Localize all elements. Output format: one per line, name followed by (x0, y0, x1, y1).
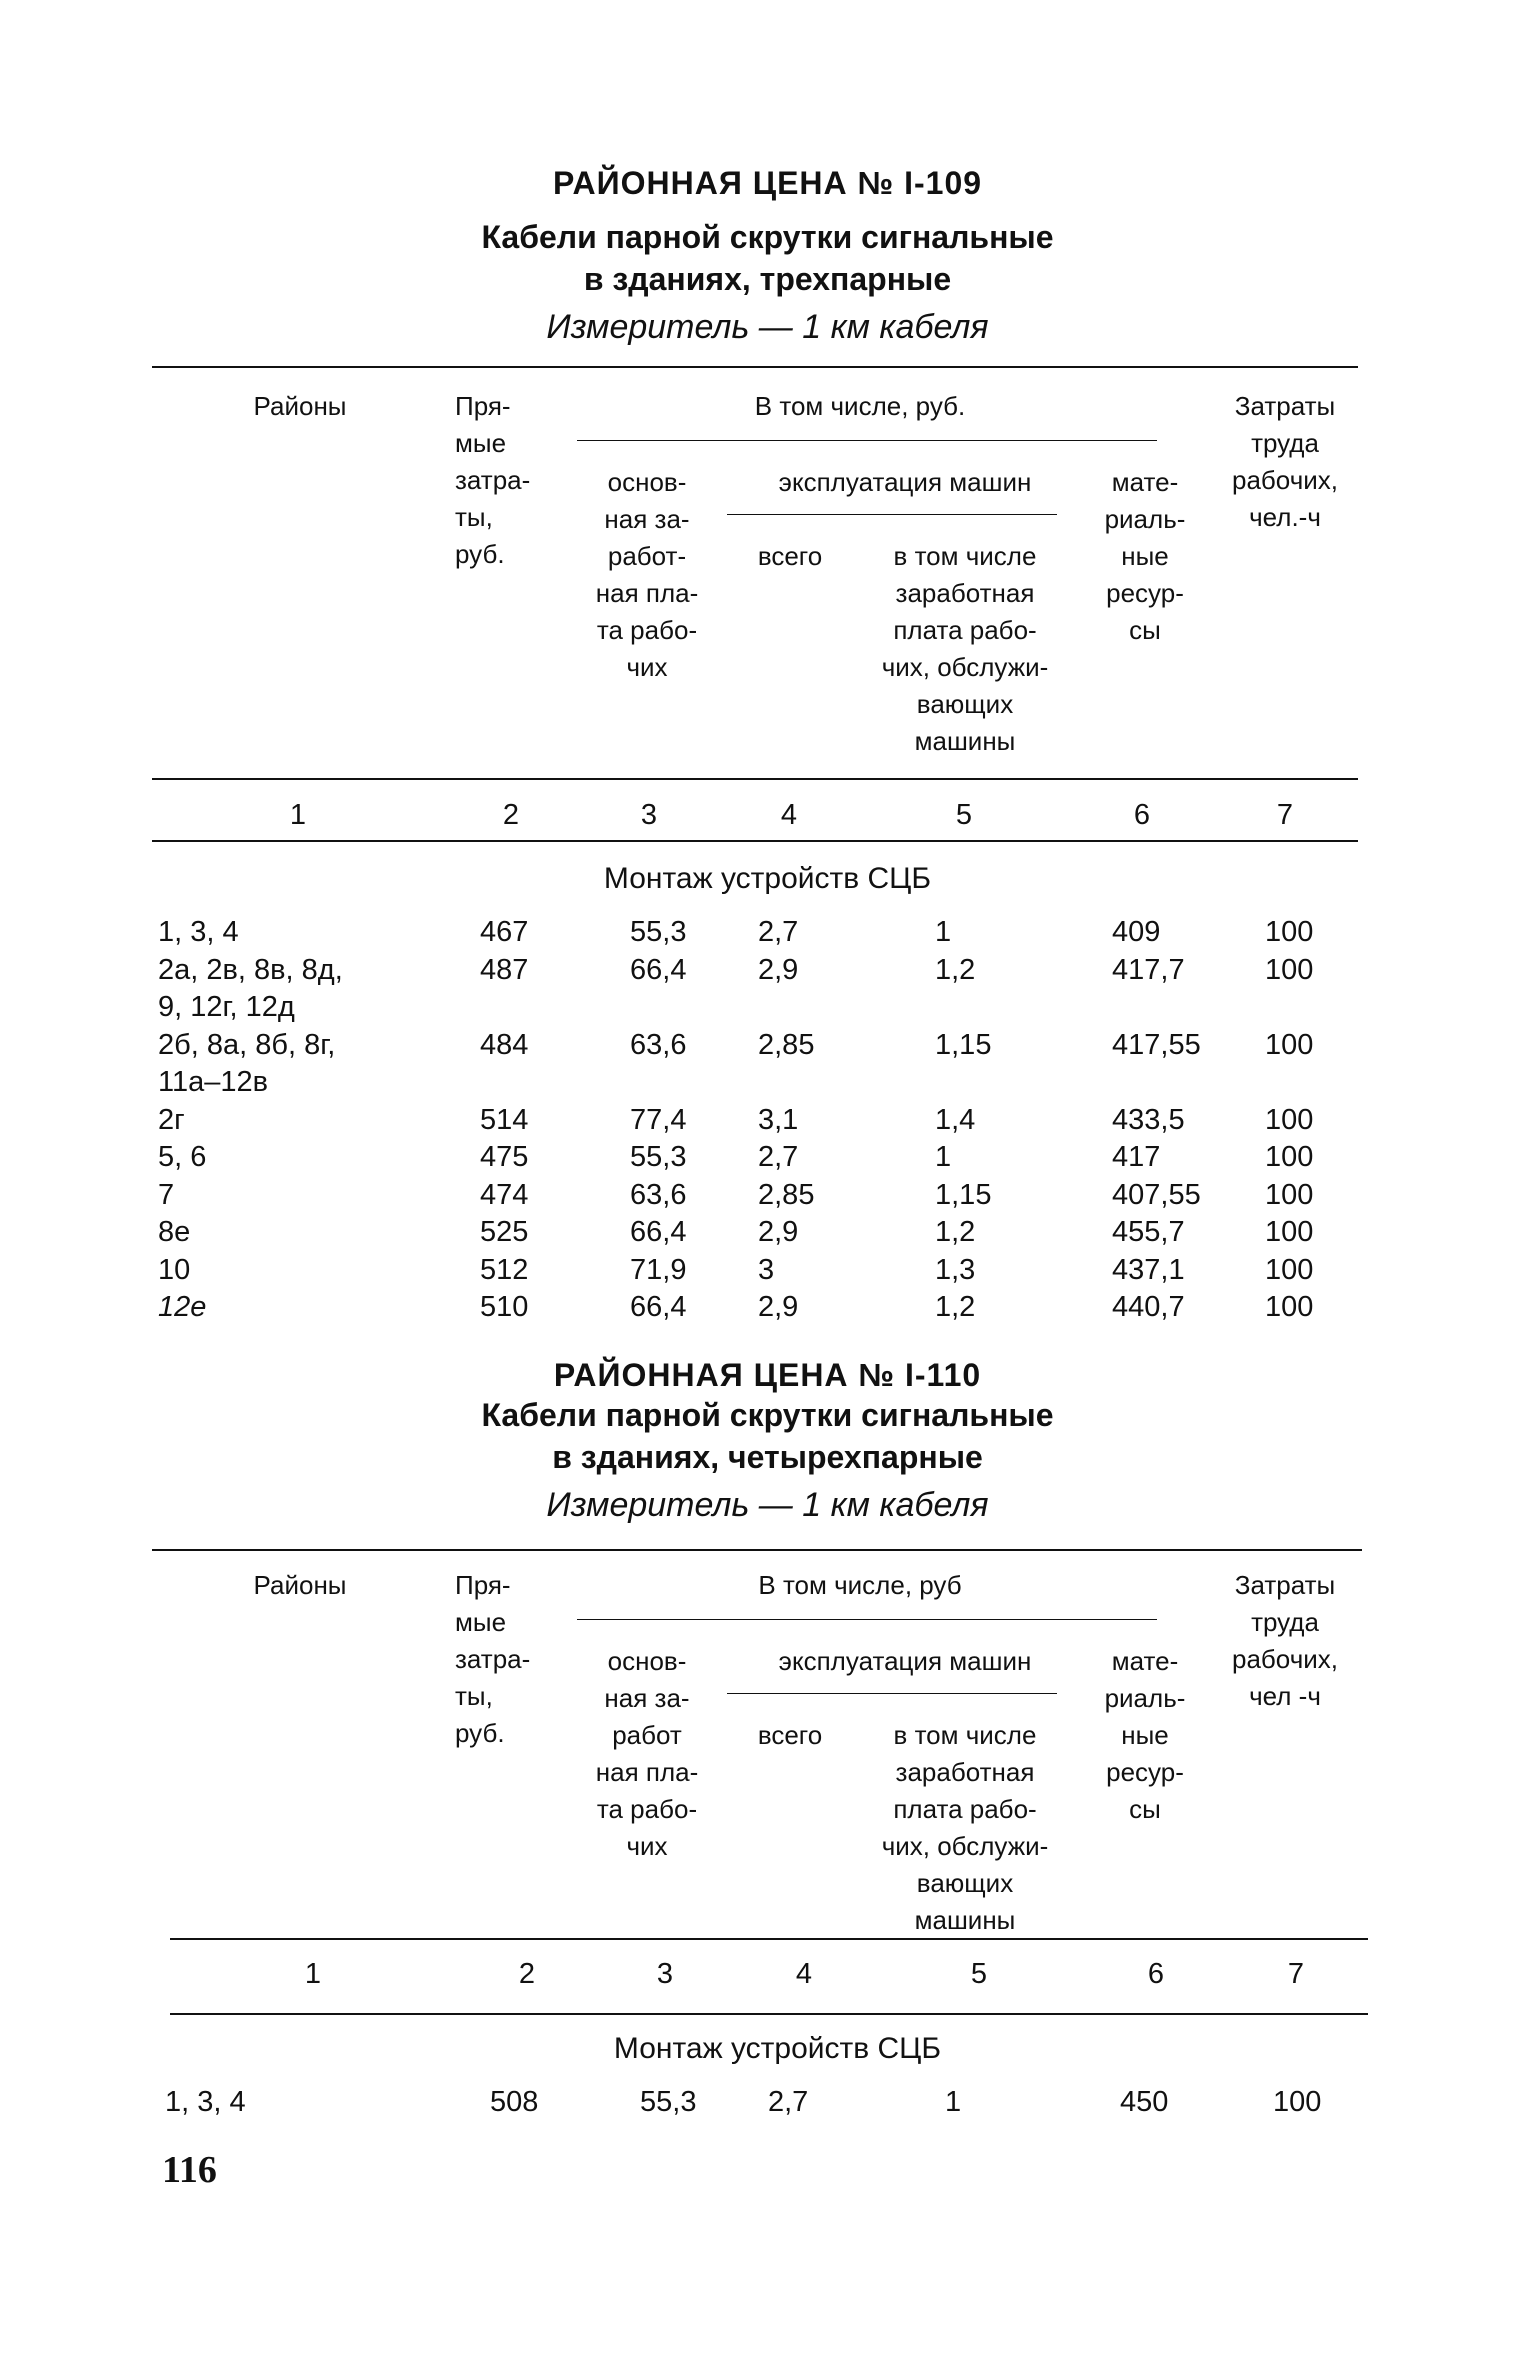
region-cell: 2г (158, 1103, 185, 1136)
labor-cell: 100 (1265, 1216, 1314, 1248)
materials-cell: 455,7 (1112, 1216, 1185, 1248)
direct-costs-cell: 484 (480, 1028, 529, 1061)
column-numbers-rule (152, 840, 1358, 842)
machines-total-cell: 2,9 (758, 1291, 799, 1323)
machine-wage-cell: 1,2 (935, 1216, 976, 1248)
col-number: 4 (795, 1958, 813, 1990)
materials-cell: 407,55 (1112, 1178, 1201, 1211)
base-wage-cell: 55,3 (640, 2086, 697, 2118)
header-direct-costs: Пря- мые затра- ты, руб. (455, 1570, 531, 1748)
materials-cell: 417 (1112, 1141, 1161, 1173)
materials-cell: 417,55 (1112, 1028, 1201, 1061)
machines-total-cell: 2,85 (758, 1028, 815, 1061)
section-heading: Монтаж устройств СЦБ (613, 2032, 942, 2065)
region-cell: 12е (158, 1291, 207, 1323)
table-top-rule (152, 1549, 1362, 1551)
price-code-heading: РАЙОННАЯ ЦЕНА № I-109 (552, 165, 983, 201)
header-regions: Районы (253, 391, 347, 421)
direct-costs-cell: 512 (480, 1253, 529, 1286)
region-cell: 1, 3, 4 (158, 916, 239, 948)
base-wage-cell: 66,4 (630, 1216, 687, 1248)
labor-cell: 100 (1265, 916, 1314, 948)
col-number: 3 (640, 799, 658, 831)
materials-cell: 433,5 (1112, 1103, 1185, 1136)
base-wage-cell: 63,6 (630, 1028, 687, 1061)
price-code-heading: РАЙОННАЯ ЦЕНА № I-110 (553, 1357, 982, 1393)
direct-costs-cell: 487 (480, 953, 529, 986)
machine-wage-cell: 1,3 (935, 1253, 976, 1286)
labor-cell: 100 (1265, 1103, 1314, 1136)
direct-costs-cell: 475 (480, 1141, 529, 1173)
header-machine-operation: эксплуатация машин (778, 467, 1032, 497)
labor-cell: 100 (1265, 1253, 1314, 1286)
base-wage-cell: 71,9 (630, 1253, 687, 1286)
labor-cell: 100 (1265, 1141, 1314, 1173)
direct-costs-cell: 508 (490, 2086, 539, 2118)
col-number: 3 (656, 1958, 674, 1990)
header-base-wage: основ- ная за- работ- ная пла- та рабо- чих (595, 467, 699, 682)
region-cell: 2а, 2в, 8в, 8д, 9, 12г, 12д (158, 953, 343, 1023)
col-number: 6 (1133, 799, 1151, 831)
col-number: 1 (304, 1958, 322, 1990)
table-title-line2: в зданиях, трехпарные (583, 261, 952, 297)
table-top-rule (152, 366, 1358, 368)
machine-wage-cell: 1 (935, 916, 952, 948)
materials-cell: 450 (1120, 2086, 1169, 2118)
machine-wage-cell: 1 (945, 2086, 962, 2118)
col-number: 4 (780, 799, 798, 831)
header-rule (727, 514, 1057, 515)
base-wage-cell: 66,4 (630, 1291, 687, 1323)
direct-costs-cell: 514 (480, 1103, 529, 1136)
machines-total-cell: 2,9 (758, 1216, 799, 1248)
machine-wage-cell: 1,15 (935, 1028, 992, 1061)
labor-cell: 100 (1265, 953, 1314, 986)
machines-total-cell: 3,1 (758, 1103, 799, 1136)
labor-cell: 100 (1273, 2086, 1322, 2118)
header-machine-operation: эксплуатация машин (778, 1646, 1032, 1676)
col-number: 6 (1147, 1958, 1165, 1990)
table-title-line2: в зданиях, четырехпарные (552, 1439, 983, 1475)
table-title-line1: Кабели парной скрутки сигнальные (481, 1397, 1054, 1433)
machines-total-cell: 2,9 (758, 953, 799, 986)
header-including: В том числе, руб (758, 1570, 962, 1600)
header-direct-costs: Пря- мые затра- ты, руб. (455, 391, 531, 569)
col-number: 1 (289, 799, 307, 831)
direct-costs-cell: 525 (480, 1216, 529, 1248)
header-rule (577, 440, 1157, 441)
machines-total-cell: 2,7 (758, 916, 799, 948)
table-title-line1: Кабели парной скрутки сигнальные (481, 219, 1054, 255)
machines-total-cell: 2,7 (758, 1141, 799, 1173)
header-machine-wage: в том числе заработная плата рабо- чих, обслужи- вающих машины (881, 1720, 1049, 1935)
header-labor: Затраты труда рабочих, чел -ч (1232, 1570, 1338, 1711)
materials-cell: 417,7 (1112, 953, 1185, 986)
region-cell: 5, 6 (158, 1141, 207, 1173)
materials-cell: 440,7 (1112, 1291, 1185, 1323)
base-wage-cell: 55,3 (630, 1141, 687, 1173)
col-number: 5 (970, 1958, 988, 1990)
header-bottom-rule (152, 778, 1358, 780)
direct-costs-cell: 467 (480, 916, 529, 948)
header-bottom-rule (170, 1938, 1368, 1940)
machine-wage-cell: 1,4 (935, 1103, 976, 1136)
machine-wage-cell: 1,2 (935, 1291, 976, 1323)
region-cell: 2б, 8а, 8б, 8г, 11а–12в (158, 1028, 336, 1098)
col-number: 7 (1276, 799, 1294, 831)
header-rule (727, 1693, 1057, 1694)
region-cell: 1, 3, 4 (165, 2086, 246, 2118)
machines-total-cell: 2,85 (758, 1178, 815, 1211)
col-number: 2 (518, 1958, 536, 1990)
measure-unit: Измеритель — 1 км кабеля (546, 1486, 989, 1524)
machine-wage-cell: 1,2 (935, 953, 976, 986)
base-wage-cell: 63,6 (630, 1178, 687, 1211)
header-materials: мате- риаль- ные ресур- сы (1104, 467, 1186, 645)
region-cell: 8е (158, 1216, 191, 1248)
machines-total-cell: 3 (758, 1253, 775, 1286)
section-heading: Монтаж устройств СЦБ (603, 862, 932, 895)
direct-costs-cell: 510 (480, 1291, 529, 1323)
header-base-wage: основ- ная за- работ ная пла- та рабо- чих (595, 1646, 699, 1861)
header-total: всего (757, 541, 823, 571)
col-number: 2 (502, 799, 520, 831)
measure-unit: Измеритель — 1 км кабеля (546, 308, 989, 346)
direct-costs-cell: 474 (480, 1178, 529, 1211)
base-wage-cell: 55,3 (630, 916, 687, 948)
materials-cell: 437,1 (1112, 1253, 1185, 1286)
header-labor: Затраты труда рабочих, чел.-ч (1232, 391, 1338, 532)
labor-cell: 100 (1265, 1028, 1314, 1061)
column-numbers-rule (170, 2013, 1368, 2015)
machines-total-cell: 2,7 (768, 2086, 809, 2118)
machine-wage-cell: 1,15 (935, 1178, 992, 1211)
region-cell: 10 (158, 1253, 191, 1286)
materials-cell: 409 (1112, 916, 1161, 948)
header-rule (577, 1619, 1157, 1620)
col-number: 7 (1287, 1958, 1305, 1990)
header-including: В том числе, руб. (754, 391, 966, 421)
header-total: всего (757, 1720, 823, 1750)
region-cell: 7 (158, 1178, 175, 1211)
labor-cell: 100 (1265, 1291, 1314, 1323)
header-machine-wage: в том числе заработная плата рабо- чих, обслужи- вающих машины (881, 541, 1049, 756)
header-materials: мате- риаль- ные ресур- сы (1104, 1646, 1186, 1824)
base-wage-cell: 66,4 (630, 953, 687, 986)
page-number: 116 (162, 2149, 217, 2191)
col-number: 5 (955, 799, 973, 831)
labor-cell: 100 (1265, 1178, 1314, 1211)
machine-wage-cell: 1 (935, 1141, 952, 1173)
base-wage-cell: 77,4 (630, 1103, 687, 1136)
header-regions: Районы (253, 1570, 347, 1600)
